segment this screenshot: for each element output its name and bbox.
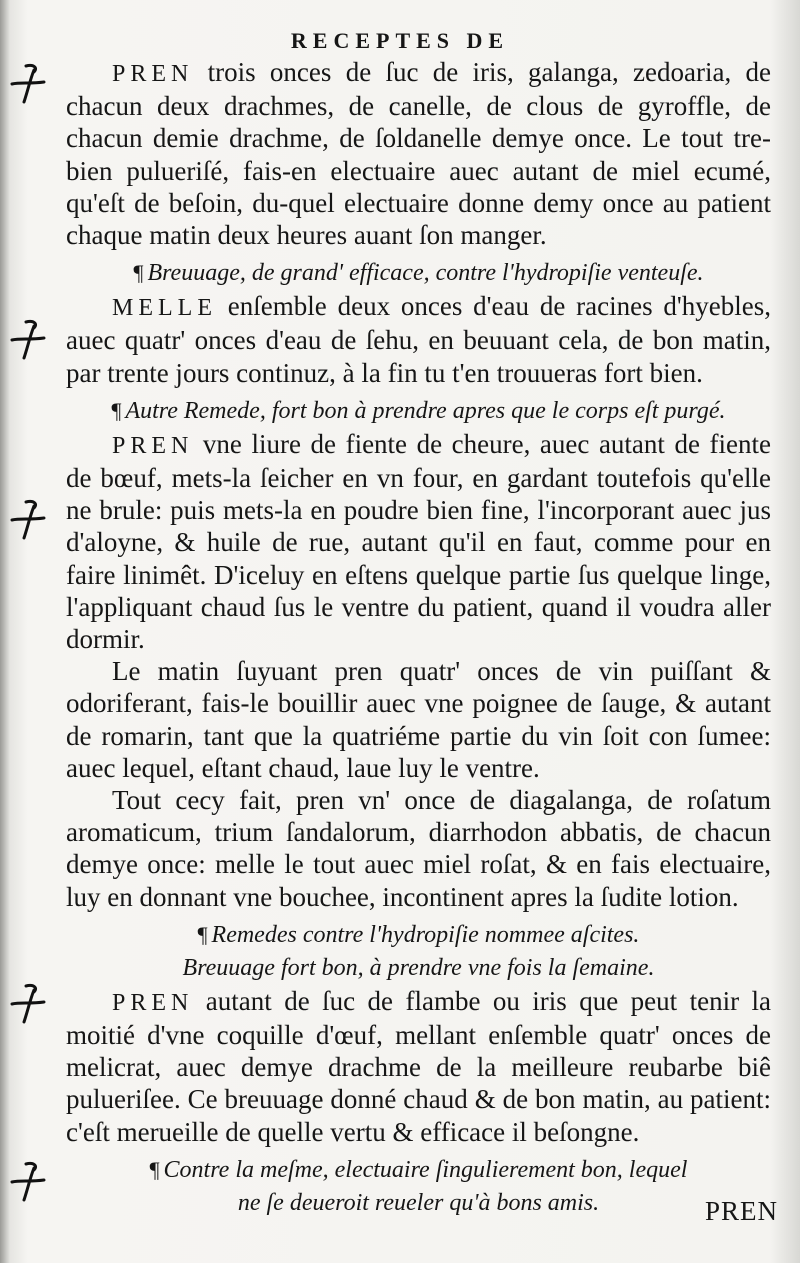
recipe-paragraph-5: Tout cecy fait, pren vn' once de diagalanga, de roſatum aromaticum, trium ſandalorum, diarrhodon abbatis, de chacun demye once: melle le tout auec miel roſat, & en fais electuaire, luy en donnant vne bouchee, incontinent apres la ſudite lotion. [66, 785, 771, 912]
paragraph-text: enſemble deux onces d'eau de racines d'hyebles, auec quatr' onces d'eau de ſehu, en beuuant cela, de bon matin, par trente jours continuz, à la fin tu t'en trouueras fort bien. [66, 291, 771, 388]
recipe-paragraph-4: Le matin ſuyuant pren quatr' onces de vin puiſſant & odoriferant, fais-le bouillir auec vne poignee de ſauge, & autant de romarin, tant que la quatriéme partie du vin ſoit con ſumee: auec lequel, eſtant chaud, laue luy le ventre. [66, 656, 771, 783]
section-subheading-3: Breuuage fort bon, à prendre vne fois la ſemaine. [182, 954, 655, 981]
section-heading-3 [66, 919, 771, 951]
pilcrow-mark: ¶ [133, 260, 144, 286]
section-heading-2 [66, 395, 771, 427]
recipe-paragraph-1 [66, 56, 771, 251]
section-subheading-4: ne ſe deueroit reueler qu'à bons amis. [237, 1189, 600, 1216]
section-heading-4 [66, 1154, 771, 1186]
recipe-paragraph-6 [66, 985, 771, 1148]
paragraph-text: vne liure de fiente de cheure, auec autant de fiente de bœuf, mets-la ſeicher en vn four, en gardant toutefois qu'elle ne brule: puis mets-la en poudre bien fine, l'incorporant auec jus d'aloyne, & huile de rue, autant qu'il en faut, comme pour en faire linimêt. D'iceluy en eſtens quelque partie ſus quelque linge, l'appliquant chaud ſus le ventre du patient, quand il voudra aller dormir. [66, 428, 771, 655]
recipe-paragraph-2 [66, 290, 771, 389]
lead-word: PREN [112, 989, 194, 1016]
lead-word: MELLE [112, 295, 217, 322]
paragraph-text: autant de ſuc de flambe ou iris que peut tenir la moitié d'vne coquille d'œuf, mellant enſemble quatr' onces de melicrat, auec demye drachme de la meilleure reubarbe biê pulueriſee. Ce breuuage donné chaud & de bon matin, au patient: c'eſt merueille de quelle vertu & efficace il beſongne. [66, 985, 771, 1147]
running-header: RECEPTES DE [290, 28, 510, 53]
page-text-block [66, 56, 771, 1220]
marginal-flourish-icon [4, 318, 62, 362]
lead-word: PREN [112, 61, 194, 87]
catchword: PREN [704, 1196, 778, 1226]
pilcrow-mark: ¶ [197, 921, 208, 947]
marginal-flourish-icon [4, 1160, 62, 1204]
recipe-paragraph-3 [66, 428, 771, 655]
page-spine-shadow [0, 0, 10, 1263]
heading-text: Autre Remede, fort bon à prendre apres que le corps eſt purgé. [125, 397, 726, 424]
pilcrow-mark: ¶ [111, 397, 122, 423]
paragraph-text: trois onces de ſuc de iris, galanga, zedoaria, de chacun deux drachmes, de canelle, de clous de gyroffle, de chacun demie drachme, de ſoldanelle demye once. Le tout tre-bien pulueriſé, fais-en electuaire auec autant de miel ecumé, qu'eſt de beſoin, du-quel electuaire donne demy once au patient chaque matin deux heures auant ſon manger. [66, 57, 771, 251]
marginal-flourish-icon [4, 982, 62, 1026]
heading-text: Breuuage, de grand' efficace, contre l'hydropiſie venteuſe. [147, 260, 704, 287]
marginal-flourish-icon [4, 498, 62, 542]
heading-text: Remedes contre l'hydropiſie nommee aſcites. [211, 921, 640, 948]
marginal-flourish-icon [4, 62, 62, 106]
heading-text: Contre la meſme, electuaire ſingulierement bon, lequel [163, 1156, 688, 1183]
lead-word: PREN [112, 432, 194, 459]
section-heading-1 [66, 257, 771, 289]
pilcrow-mark: ¶ [149, 1156, 160, 1182]
